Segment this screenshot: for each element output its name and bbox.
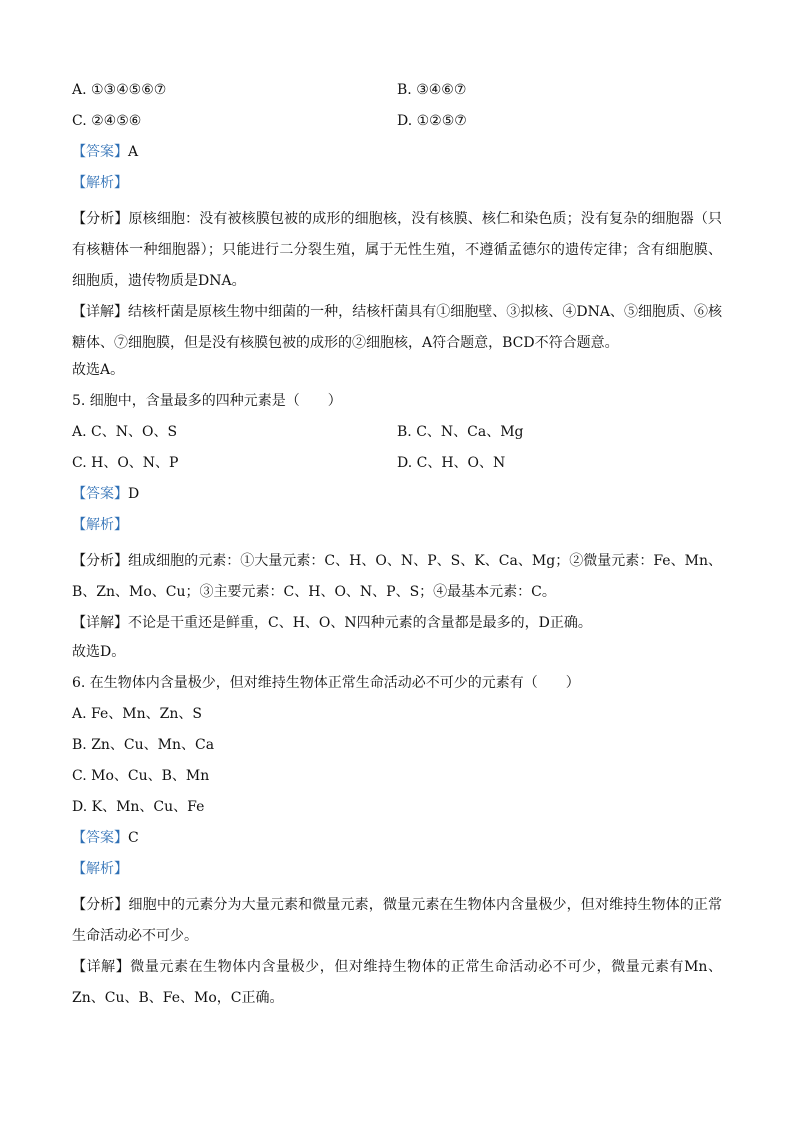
q4-option-d: D. ①②⑤⑦: [397, 113, 467, 129]
q5-xiangjie: [72, 608, 722, 639]
fenxi-text: 原核细胞：没有被核膜包被的成形的细胞核，没有核膜、核仁和染色质；没有复杂的细胞器（只有核糖体一种细胞器）；只能进行二分裂生殖，属于无性生殖，不遵循孟德尔的遗传定律；含有细胞膜、细胞质，遗传物质是DNA。: [72, 211, 723, 289]
xiangjie-tag: 【详解】: [72, 959, 131, 975]
q5-answer: [72, 484, 722, 504]
q4-fenxi: [72, 204, 722, 297]
q5-option-a: A. C、N、O、S: [72, 424, 178, 440]
q4-answer: [72, 142, 722, 162]
q5-fenxi: [72, 546, 722, 608]
q6-option-b: B. Zn、Cu、Mn、Ca: [72, 737, 215, 753]
answer-value: D: [128, 486, 140, 502]
q5-stem: 5. 细胞中，含量最多的四种元素是（ ）: [72, 393, 342, 409]
q4-conclusion: 故选A。: [72, 362, 125, 378]
q4-xiangjie: [72, 297, 722, 359]
q5-option-b: B. C、N、Ca、Mg: [397, 424, 524, 440]
q6-xiangjie: [72, 952, 722, 1014]
xiangjie-text: 结核杆菌是原核生物中细菌的一种，结核杆菌具有①细胞壁、③拟核、④DNA、⑤细胞质、⑥核糖体、⑦细胞膜，但是没有核膜包被的成形的②细胞核，A符合题意，BCD不符合题意。: [72, 304, 722, 351]
q6-jiexi: [72, 859, 722, 879]
answer-value: A: [128, 144, 139, 160]
fenxi-text: 组成细胞的元素：①大量元素：C、H、O、N、P、S、K、Ca、Mg；②微量元素：Fe、Mn、B、Zn、Mo、Cu；③主要元素：C、H、O、N、P、S；④最基本元素：C。: [72, 553, 723, 600]
q5-option-c: C. H、O、N、P: [72, 455, 179, 471]
xiangjie-text: 微量元素在生物体内含量极少，但对维持生物体的正常生命活动必不可少，微量元素有Mn、Zn、Cu、B、Fe、Mo，C正确。: [72, 959, 722, 1006]
answer-tag: 【答案】: [72, 830, 128, 846]
q4-option-a: A. ①③④⑤⑥⑦: [72, 82, 167, 98]
q6-option-d: D. K、Mn、Cu、Fe: [72, 799, 205, 815]
xiangjie-tag: 【详解】: [72, 304, 129, 320]
xiangjie-tag: 【详解】: [72, 615, 128, 631]
q5-option-d: D. C、H、O、N: [397, 455, 506, 471]
q5-options-row-2: [72, 453, 722, 473]
answer-tag: 【答案】: [72, 144, 128, 160]
answer-value: C: [128, 830, 139, 846]
q6-option-a: A. Fe、Mn、Zn、S: [72, 706, 202, 722]
q4-options-row-1: [72, 80, 722, 100]
jiexi-tag: 【解析】: [72, 517, 128, 533]
q6-option-c: C. Mo、Cu、B、Mn: [72, 768, 210, 784]
answer-tag: 【答案】: [72, 486, 128, 502]
q6-fenxi: [72, 890, 722, 952]
fenxi-tag: 【分析】: [72, 553, 129, 569]
q5-options-row-1: [72, 422, 722, 442]
q6-stem: 6. 在生物体内含量极少，但对维持生物体正常生命活动必不可少的元素有（ ）: [72, 675, 580, 691]
xiangjie-text: 不论是干重还是鲜重，C、H、O、N四种元素的含量都是最多的，D正确。: [128, 615, 592, 631]
fenxi-tag: 【分析】: [72, 211, 129, 227]
q5-conclusion: 故选D。: [72, 644, 126, 660]
fenxi-text: 细胞中的元素分为大量元素和微量元素，微量元素在生物体内含量极少，但对维持生物体的正常生命活动必不可少。: [72, 897, 723, 944]
jiexi-tag: 【解析】: [72, 861, 128, 877]
q4-option-b: B. ③④⑥⑦: [397, 82, 467, 98]
q5-jiexi: [72, 515, 722, 535]
q4-option-c: C. ②④⑤⑥: [72, 113, 142, 129]
q6-answer: [72, 828, 722, 848]
fenxi-tag: 【分析】: [72, 897, 129, 913]
q4-options-row-2: [72, 111, 722, 131]
q4-jiexi: [72, 173, 722, 193]
jiexi-tag: 【解析】: [72, 175, 128, 191]
